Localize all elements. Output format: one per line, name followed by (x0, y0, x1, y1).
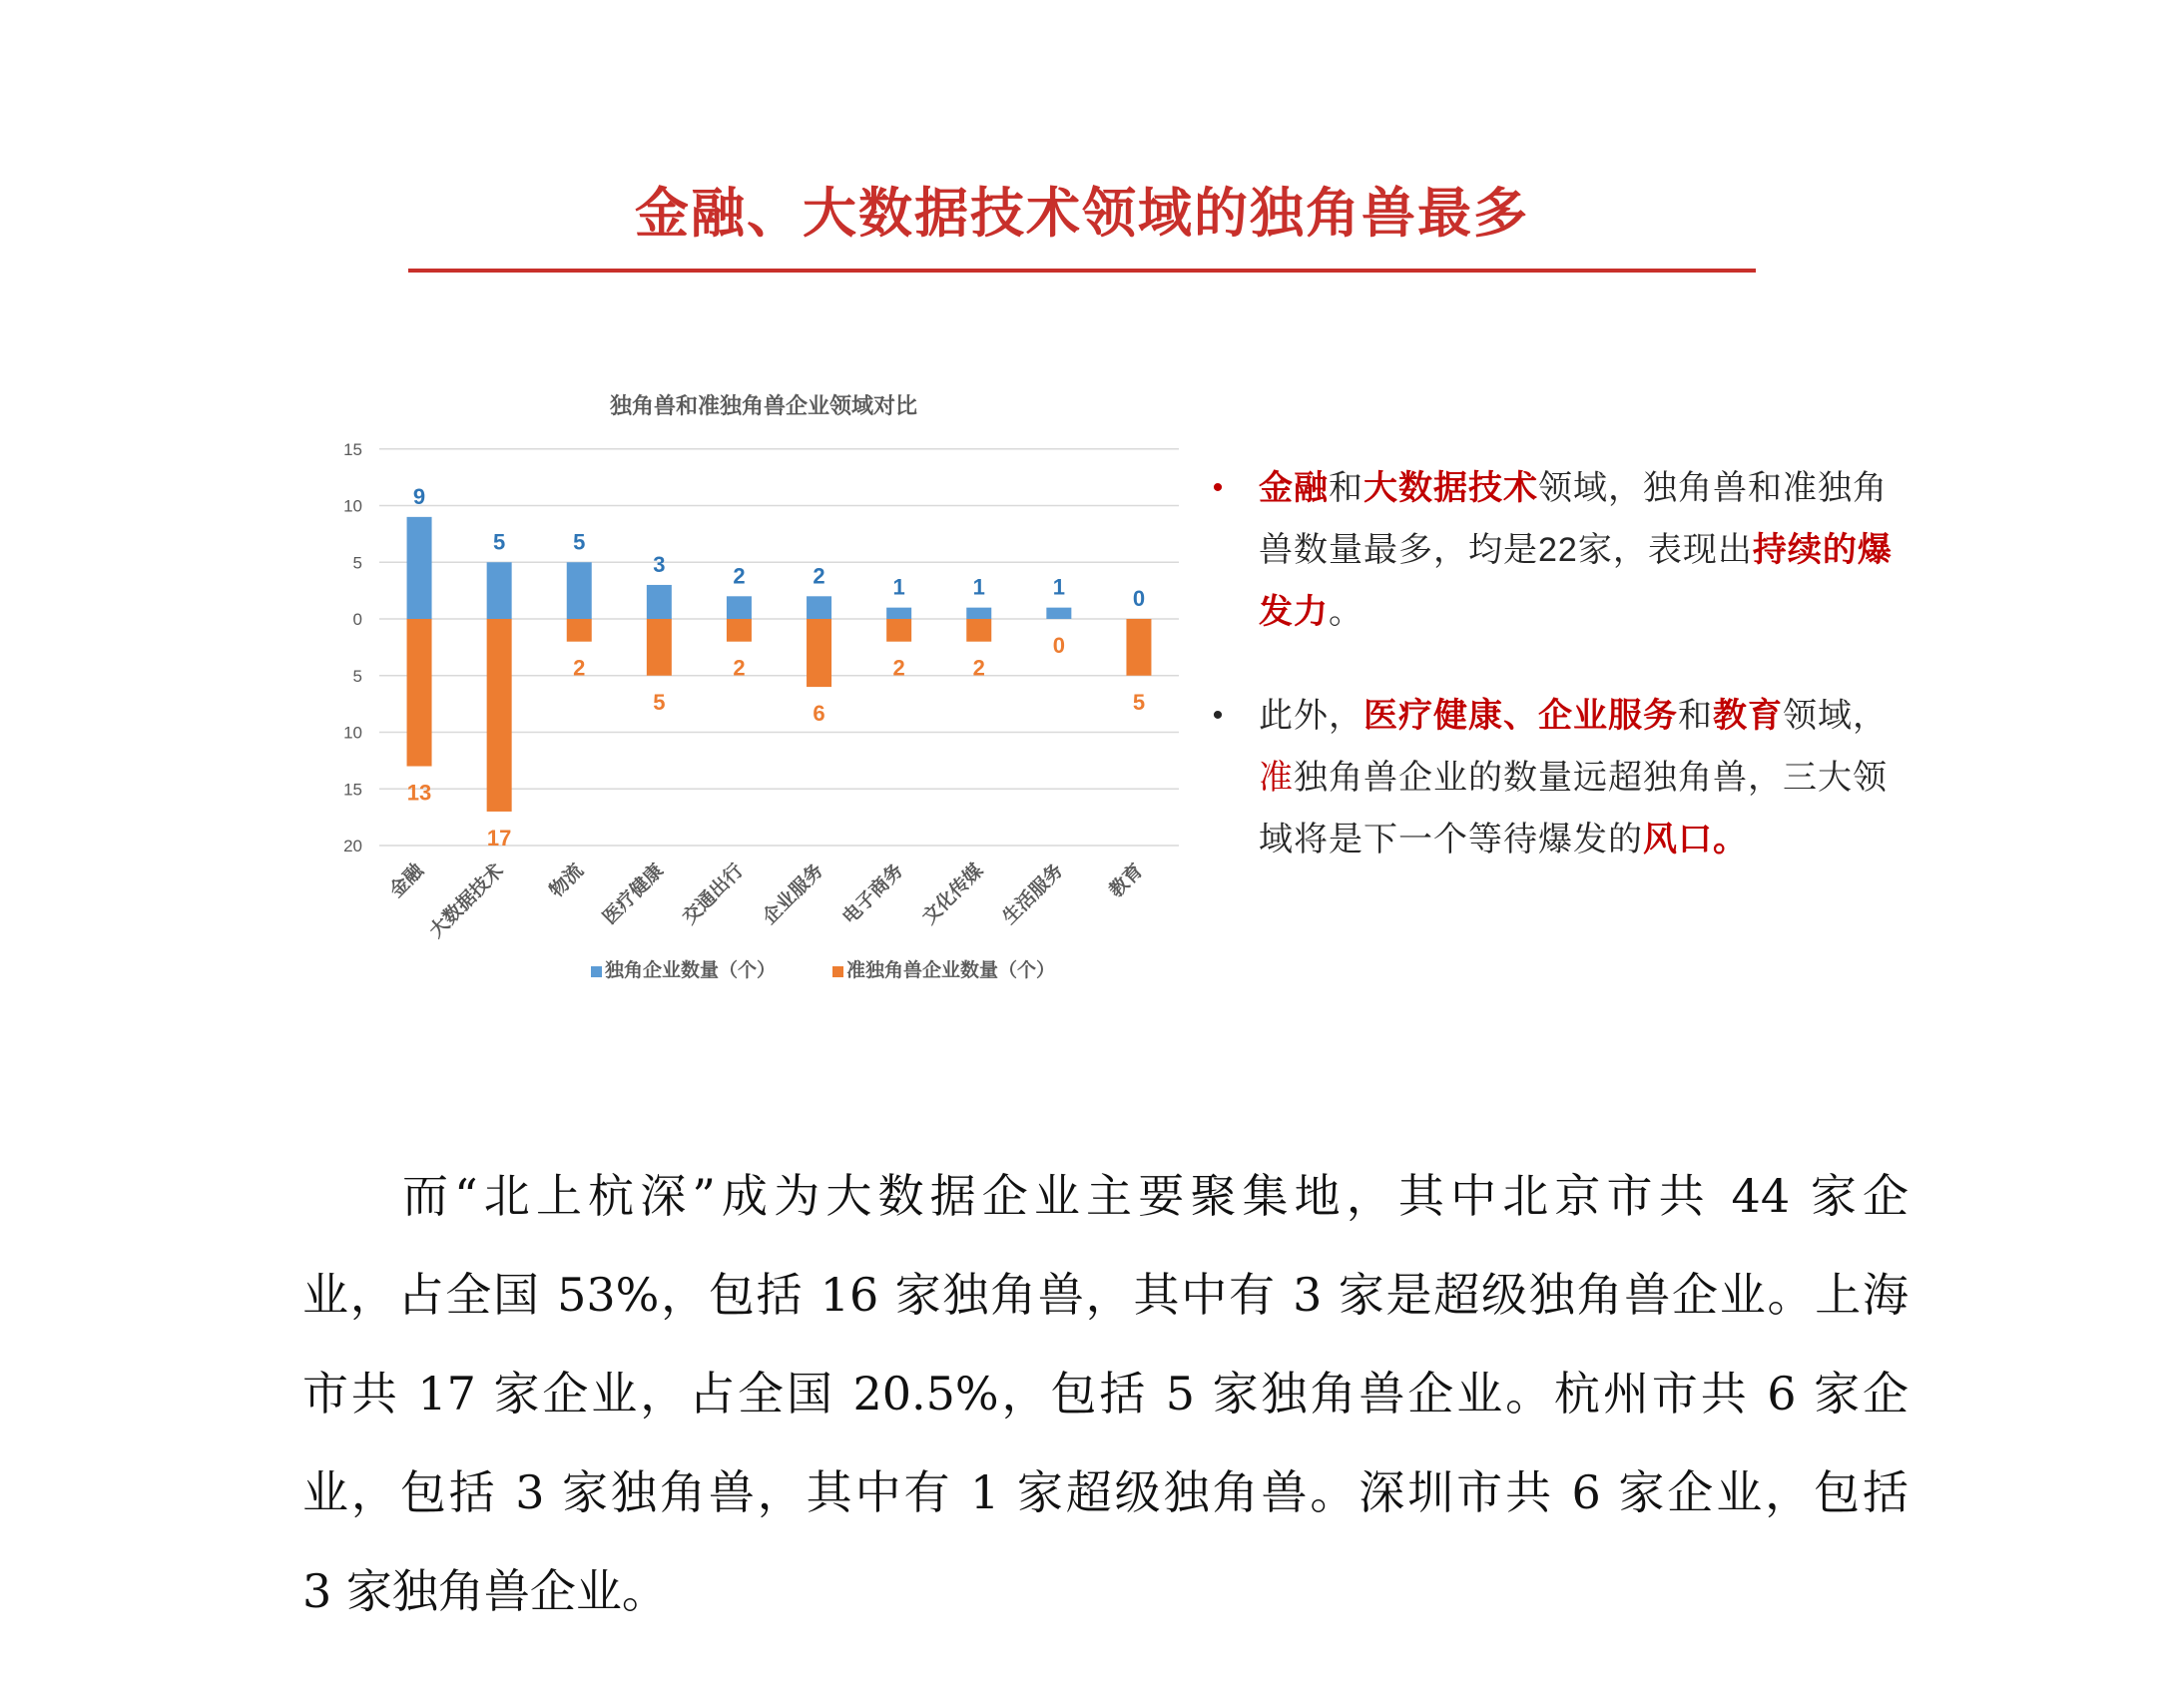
y-tick-label: 5 (352, 666, 362, 686)
bar-unicorn (807, 596, 831, 619)
body-paragraph (302, 1147, 1908, 1641)
legend-swatch (591, 966, 602, 977)
data-label-quasi-unicorn: 13 (406, 780, 432, 806)
data-label-unicorn: 5 (493, 529, 506, 555)
x-category-label: 电子商务 (838, 859, 908, 929)
bullet-line (1259, 809, 2121, 870)
bar-quasi-unicorn (886, 619, 911, 642)
data-label-unicorn: 1 (1052, 574, 1065, 600)
x-category-label: 大数据技术 (425, 859, 508, 942)
highlight-text: 风口。 (1643, 821, 1748, 858)
y-tick-label: 15 (343, 780, 362, 800)
page-title: 金融、大数据技术领域的独角兽最多 (635, 184, 1529, 244)
data-label-unicorn: 2 (733, 563, 746, 589)
data-label-unicorn: 0 (1132, 586, 1146, 611)
data-label-quasi-unicorn: 2 (733, 655, 746, 681)
y-tick-label: 10 (343, 723, 362, 743)
bullet-item (1203, 685, 2121, 870)
text-segment: 兽数量最多，均是22家，表现出 (1259, 531, 1753, 569)
x-category-label: 医疗健康 (599, 859, 668, 929)
data-label-unicorn: 2 (813, 563, 825, 589)
data-label-unicorn: 1 (892, 574, 905, 600)
text-segment: 域将是下一个等待爆发的 (1259, 821, 1643, 858)
y-tick-label: 10 (343, 496, 362, 516)
bar-unicorn (487, 562, 512, 619)
x-category-label: 物流 (546, 859, 588, 902)
bullet-line (1259, 457, 2121, 519)
text-segment: 和 (1329, 469, 1363, 507)
text-segment: 此外， (1259, 697, 1363, 735)
data-label-unicorn: 3 (653, 551, 666, 577)
bar-quasi-unicorn (727, 619, 752, 642)
bar-unicorn (727, 596, 752, 619)
paragraph-line: 业，占全国 53%，包括 16 家独角兽，其中有 3 家是超级独角兽企业。上海 (302, 1268, 1908, 1322)
paragraph-line: 业，包括 3 家独角兽，其中有 1 家超级独角兽。深圳市共 6 家企业，包括 (302, 1465, 1908, 1519)
bullet-dot-icon: • (1212, 699, 1224, 732)
y-tick-label: 5 (352, 553, 362, 573)
title-divider (408, 269, 1756, 273)
legend-swatch (832, 966, 843, 977)
bullet-dot-icon: • (1212, 471, 1224, 504)
text-segment: 独角兽企业的数量远超独角兽，三大领 (1294, 759, 1888, 797)
x-category-label: 文化传媒 (918, 859, 988, 929)
bar-quasi-unicorn (807, 619, 831, 687)
highlight-text: 大数据技术 (1363, 469, 1538, 507)
paragraph-line: 而“北上杭深”成为大数据企业主要聚集地，其中北京市共 44 家企 (402, 1169, 1908, 1223)
bar-quasi-unicorn (567, 619, 592, 642)
bar-unicorn (647, 585, 672, 619)
highlight-text: 金融 (1259, 469, 1329, 507)
paragraph-line: 3 家独角兽企业。 (302, 1564, 668, 1618)
text-segment: 。 (1329, 593, 1363, 631)
highlight-text: 持续的爆 (1752, 531, 1893, 569)
text-segment: 和 (1678, 697, 1713, 735)
bar-unicorn (966, 608, 991, 619)
bar-quasi-unicorn (487, 619, 512, 812)
bullet-line (1259, 747, 2121, 809)
data-label-unicorn: 1 (972, 574, 985, 600)
bullet-text (1259, 457, 2121, 643)
bullet-line (1259, 581, 2121, 643)
bullet-line (1259, 519, 2121, 581)
x-category-label: 企业服务 (759, 859, 828, 929)
bullet-line (1259, 685, 2121, 747)
bullet-text (1259, 685, 2121, 870)
bar-unicorn (1046, 608, 1071, 619)
highlight-text: 发力 (1259, 593, 1329, 631)
highlight-text: 教育 (1713, 697, 1783, 735)
y-tick-label: 0 (352, 610, 362, 629)
bar-unicorn (407, 517, 432, 619)
bar-quasi-unicorn (647, 619, 672, 676)
paragraph-line: 市共 17 家企业，占全国 20.5%，包括 5 家独角兽企业。杭州市共 6 家企 (302, 1367, 1908, 1421)
y-tick-label: 15 (343, 439, 362, 459)
bar-unicorn (886, 608, 911, 619)
bar-unicorn (567, 562, 592, 619)
data-label-quasi-unicorn: 2 (892, 655, 905, 681)
x-category-label: 交通出行 (679, 859, 748, 929)
legend-label: 独角企业数量（个） (605, 960, 777, 981)
chart-title: 独角兽和准独角兽企业领域对比 (609, 393, 918, 418)
highlight-text: 准 (1259, 759, 1294, 797)
bar-quasi-unicorn (1126, 619, 1151, 676)
legend-label: 准独角兽企业数量（个） (846, 960, 1056, 981)
x-category-label: 教育 (1105, 859, 1148, 902)
bullet-item (1203, 457, 2121, 643)
x-category-label: 生活服务 (998, 859, 1068, 929)
bar-quasi-unicorn (407, 619, 432, 767)
data-label-quasi-unicorn: 5 (653, 689, 666, 715)
data-label-quasi-unicorn: 5 (1132, 689, 1146, 715)
x-category-label: 金融 (385, 859, 428, 902)
data-label-quasi-unicorn: 2 (573, 655, 586, 681)
bar-chart (299, 379, 1198, 1018)
data-label-quasi-unicorn: 6 (813, 701, 825, 727)
y-tick-label: 20 (343, 837, 362, 855)
text-segment: 领域， (1783, 697, 1888, 735)
data-label-quasi-unicorn: 0 (1052, 633, 1065, 658)
data-label-unicorn: 5 (573, 529, 586, 555)
data-label-quasi-unicorn: 2 (972, 655, 985, 681)
highlight-text: 医疗健康、企业服务 (1363, 697, 1678, 735)
text-segment: 领域，独角兽和准独角 (1538, 469, 1888, 507)
bar-quasi-unicorn (966, 619, 991, 642)
data-label-unicorn: 9 (412, 483, 426, 509)
data-label-quasi-unicorn: 17 (486, 825, 512, 851)
